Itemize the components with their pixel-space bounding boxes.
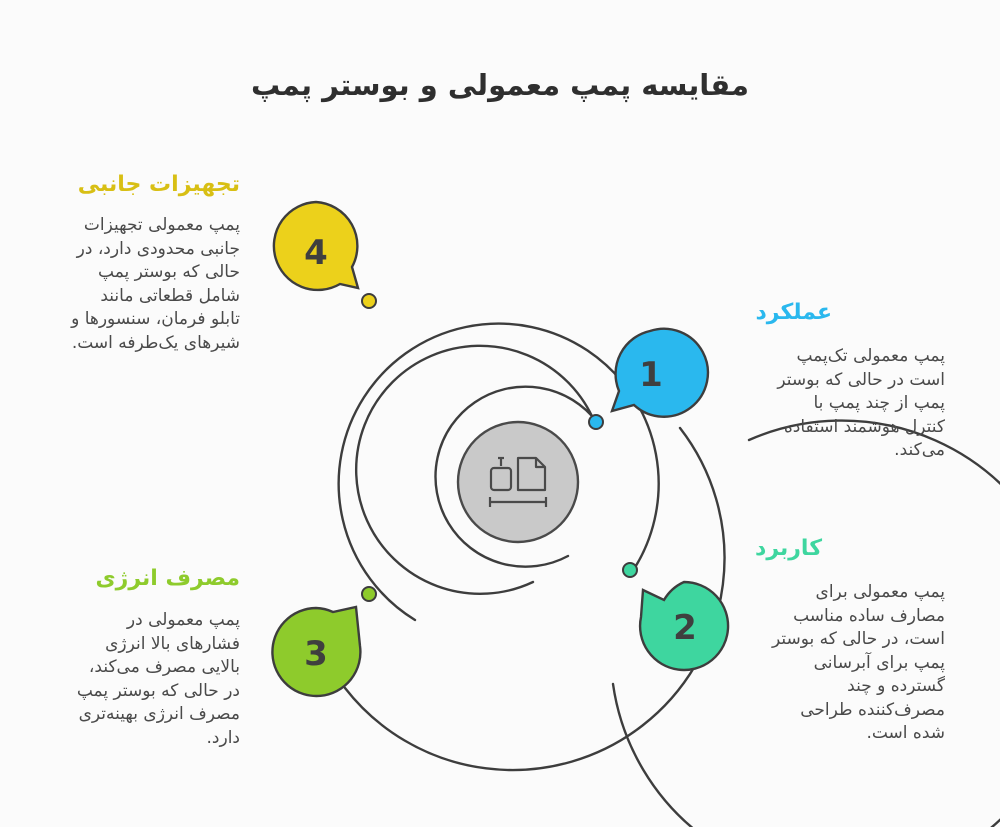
connector-dot-2 (623, 563, 637, 577)
badge-number-3: 3 (304, 634, 328, 674)
desc-function: پمپ معمولی تک‌پمپ است در حالی که بوستر پمپ از چند پمپ با کنترل هوشمند استفاده می‌کند. (777, 346, 945, 460)
desc-energy: پمپ معمولی در فشارهای بالا انرژی بالایی مصرف می‌کند، در حالی که بوستر پمپ مصرف انرژی بهینه‌تری دارد. (76, 610, 240, 748)
badge-3 (272, 607, 360, 696)
badge-4 (274, 202, 358, 290)
heading-accessories: تجهیزات جانبی (77, 172, 240, 197)
heading-application: کاربرد (755, 536, 822, 561)
center-hub (458, 422, 578, 542)
heading-energy: مصرف انرژی (95, 566, 240, 591)
page-title: مقایسه پمپ معمولی و بوستر پمپ (251, 68, 749, 102)
badge-1 (612, 329, 708, 417)
badge-number-4: 4 (304, 233, 328, 273)
badge-2 (640, 582, 728, 670)
badge-number-2: 2 (673, 608, 697, 648)
desc-accessories: پمپ معمولی تجهیزات جانبی محدودی دارد، در حالی که بوستر پمپ شامل قطعاتی مانند تابلو فرمان، سنسورها و شیرهای یک‌طرفه است. (71, 215, 240, 353)
connector-dot-1 (589, 415, 603, 429)
connector-dot-4 (362, 294, 376, 308)
connector-dot-3 (362, 587, 376, 601)
badge-number-1: 1 (639, 355, 663, 395)
heading-function: عملکرد (755, 300, 832, 325)
desc-application: پمپ معمولی برای مصارف ساده مناسب است، در حالی که بوستر پمپ برای آبرسانی گسترده و چند مصرف‌کننده طراحی شده است. (771, 582, 945, 743)
